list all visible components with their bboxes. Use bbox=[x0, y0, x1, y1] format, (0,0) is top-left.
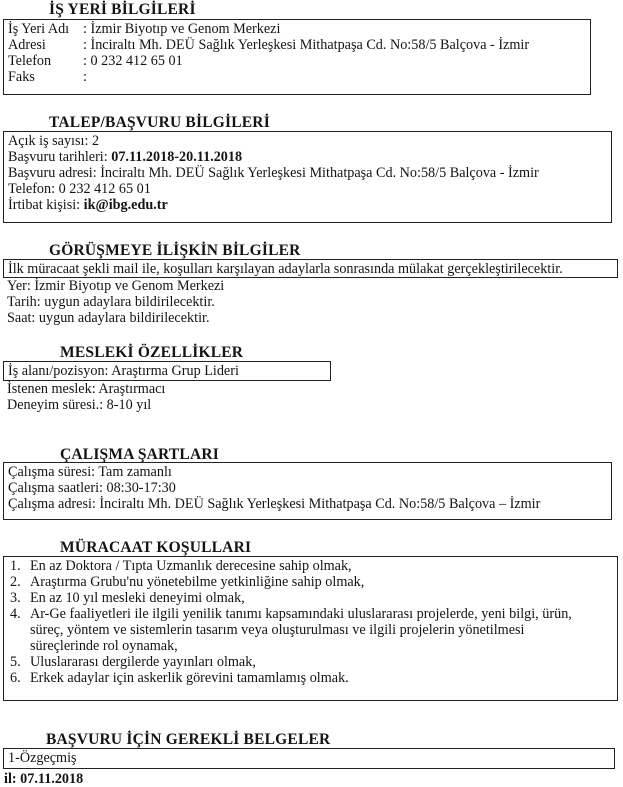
muracaat-item: 6. Erkek adaylar için askerlik görevini tamamlamış olmak. bbox=[10, 670, 349, 686]
is-yeri-row-adres: Adresi : İnciraltı Mh. DEÜ Sağlık Yerleşkesi Mithatpaşa Cd. No:58/5 Balçova - İzmir bbox=[8, 37, 530, 53]
muracaat-item: 5. Uluslararası dergilerde yayınları olmak, bbox=[10, 654, 256, 670]
belge-ozgecmis: 1-Özgeçmiş bbox=[8, 750, 77, 766]
gorusme-tarih: Tarih: uygun adaylara bildirilecektir. bbox=[7, 294, 215, 310]
muracaat-item: 3. En az 10 yıl mesleki deneyimi olmak, bbox=[10, 590, 245, 606]
footer-cut-text: il: 07.11.2018 bbox=[4, 771, 84, 787]
mesleki-details bbox=[3, 381, 169, 413]
muracaat-list bbox=[8, 558, 613, 686]
section-title-is-yeri: İŞ YERİ BİLGİLERİ bbox=[49, 1, 196, 18]
section-title-talep: TALEP/BAŞVURU BİLGİLERİ bbox=[49, 114, 270, 131]
gorusme-saat: Saat: uygun adaylara bildirilecektir. bbox=[7, 310, 210, 326]
talep-telefon: Telefon: 0 232 412 65 01 bbox=[8, 181, 151, 197]
calisma-suresi: Çalışma süresi: Tam zamanlı bbox=[8, 464, 172, 480]
gorusme-details bbox=[3, 278, 228, 326]
is-alani-pozisyon: İş alanı/pozisyon: Araştırma Grup Lideri bbox=[8, 363, 239, 379]
irtibat-kisisi: İrtibat kişisi: ik@ibg.edu.tr bbox=[8, 197, 168, 213]
section-title-muracaat: MÜRACAAT KOŞULLARI bbox=[60, 539, 252, 556]
section-title-gorusme: GÖRÜŞMEYE İLİŞKİN BİLGİLER bbox=[49, 242, 301, 259]
section-title-calisma: ÇALIŞMA ŞARTLARI bbox=[60, 446, 219, 463]
istenen-meslek: İstenen meslek: Araştırmacı bbox=[7, 381, 166, 397]
muracaat-item: 1. En az Doktora / Tıpta Uzmanlık derecesine sahip olmak, bbox=[10, 558, 352, 574]
gorusme-yer: Yer: İzmir Biyotıp ve Genom Merkezi bbox=[7, 278, 225, 294]
calisma-box bbox=[3, 462, 612, 520]
acik-is-sayisi: Açık iş sayısı: 2 bbox=[8, 133, 100, 149]
is-yeri-row-telefon: Telefon : 0 232 412 65 01 bbox=[8, 53, 183, 69]
is-yeri-box bbox=[3, 19, 591, 95]
belgeler-box bbox=[3, 748, 615, 769]
calisma-adresi: Çalışma adresi: İnciraltı Mh. DEÜ Sağlık Yerleşkesi Mithatpaşa Cd. No:58/5 Balçova – İzmir bbox=[8, 496, 541, 512]
basvuru-adresi: Başvuru adresi: İnciraltı Mh. DEÜ Sağlık Yerleşkesi Mithatpaşa Cd. No:58/5 Balçova - İzmir bbox=[8, 165, 539, 181]
is-yeri-row-ad: İş Yeri Adı : İzmir Biyotıp ve Genom Merkezi bbox=[8, 21, 281, 37]
talep-box bbox=[3, 131, 612, 223]
deneyim-suresi: Deneyim süresi.: 8-10 yıl bbox=[7, 397, 152, 413]
section-title-belgeler: BAŞVURU İÇİN GEREKLİ BELGELER bbox=[46, 731, 331, 748]
gorusme-box bbox=[3, 259, 618, 278]
ilk-muracaat-sekli: İlk müracaat şekli mail ile, koşulları karşılayan adaylarla sonrasında mülakat gerçekleştirilecektir. bbox=[8, 261, 563, 277]
mesleki-box bbox=[3, 361, 331, 381]
section-title-mesleki: MESLEKİ ÖZELLİKLER bbox=[60, 344, 244, 361]
basvuru-tarihleri: Başvuru tarihleri: 07.11.2018-20.11.2018 bbox=[8, 149, 243, 165]
is-yeri-row-faks: Faks : bbox=[8, 69, 87, 85]
muracaat-item: 4. Ar-Ge faaliyetleri ile ilgili yenilik tanımı kapsamındaki uluslararası projelerde, yeni bilgi, ürün, süreç, yöntem ve sistemlerin tasarım veya oluşturulması ve ilgili projelerin yönetilmesi süreçlerinde rol oynamak, bbox=[10, 606, 572, 654]
calisma-saatleri: Çalışma saatleri: 08:30-17:30 bbox=[8, 480, 176, 496]
muracaat-item: 2. Araştırma Grubu'nu yönetebilme yetkinliğine sahip olmak, bbox=[10, 574, 365, 590]
muracaat-box bbox=[3, 556, 618, 701]
